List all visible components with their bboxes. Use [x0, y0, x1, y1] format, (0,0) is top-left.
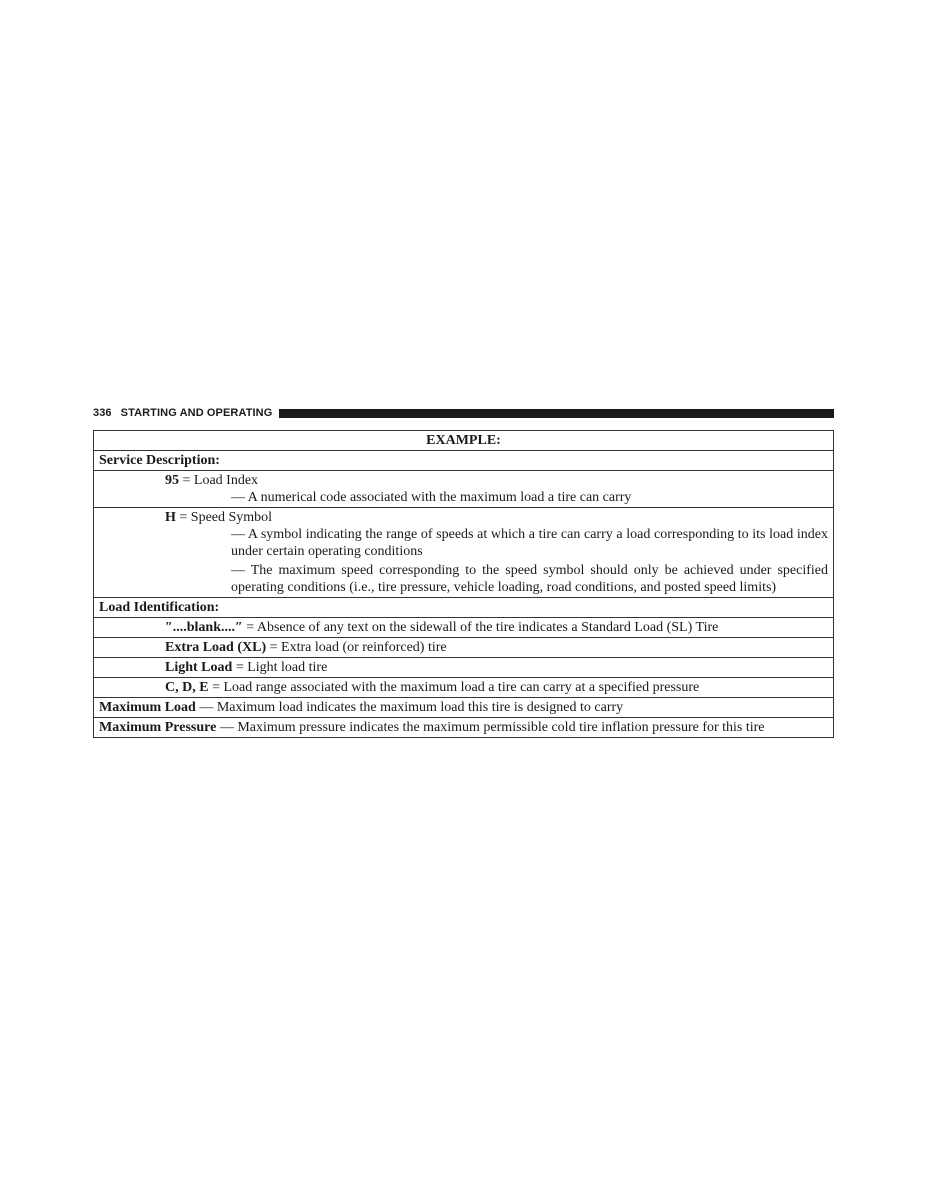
load-index-line: [99, 472, 828, 489]
maximum-load-description: — Maximum load indicates the maximum load this tire is designed to carry: [195, 700, 624, 715]
load-range-code: C, D, E: [165, 680, 209, 695]
load-range-line: [99, 679, 828, 696]
table-row: [94, 618, 834, 638]
table-row: [94, 698, 834, 718]
load-identification-heading: Load Identification:: [94, 598, 834, 618]
extra-load-cell: [94, 638, 834, 658]
blank-load-code: ″....blank....″: [165, 620, 243, 635]
light-load-code: Light Load: [165, 660, 233, 675]
table-row: [94, 508, 834, 598]
speed-symbol-line: [99, 509, 828, 526]
table-row: [94, 451, 834, 471]
table-row: [94, 431, 834, 451]
maximum-pressure-description: — Maximum pressure indicates the maximum permissible cold tire inflation pressure for this tire: [216, 720, 765, 735]
table-row: [94, 471, 834, 508]
tire-service-description-table: [93, 430, 834, 738]
extra-load-description: = Extra load (or reinforced) tire: [266, 640, 447, 655]
table-row: [94, 678, 834, 698]
load-index-cell: [94, 471, 834, 508]
example-heading: EXAMPLE:: [94, 431, 834, 451]
maximum-pressure-cell: [94, 718, 834, 738]
table-row: [94, 718, 834, 738]
table-row: [94, 638, 834, 658]
load-index-label: = Load Index: [179, 473, 259, 488]
blank-load-line: [99, 619, 828, 636]
extra-load-line: [99, 639, 828, 656]
section-title: STARTING AND OPERATING: [120, 407, 273, 419]
page-number: 336: [93, 407, 112, 419]
table-row: [94, 658, 834, 678]
load-index-code: 95: [165, 473, 179, 488]
speed-symbol-description-2: — The maximum speed corresponding to the speed symbol should only be achieved under specified operating conditions (i.e., tire pressure, vehicle loading, road conditions, and posted speed limits): [231, 563, 828, 595]
extra-load-code: Extra Load (XL): [165, 640, 267, 655]
speed-symbol-cell: [94, 508, 834, 598]
light-load-line: [99, 659, 828, 676]
blank-load-description: = Absence of any text on the sidewall of the tire indicates a Standard Load (SL) Tire: [242, 620, 719, 635]
load-range-description: = Load range associated with the maximum load a tire can carry at a specified pressure: [208, 680, 700, 695]
maximum-load-cell: [94, 698, 834, 718]
load-range-cell: [94, 678, 834, 698]
blank-load-cell: [94, 618, 834, 638]
service-description-heading: Service Description:: [94, 451, 834, 471]
page-header: [93, 405, 834, 421]
table-row: [94, 598, 834, 618]
speed-symbol-code: H: [165, 510, 176, 525]
load-index-description: — A numerical code associated with the maximum load a tire can carry: [231, 490, 632, 505]
maximum-load-term: Maximum Load: [99, 700, 196, 715]
header-rule-bar: [279, 409, 834, 418]
maximum-pressure-term: Maximum Pressure: [99, 720, 217, 735]
light-load-description: = Light load tire: [232, 660, 328, 675]
speed-symbol-description-1: — A symbol indicating the range of speeds at which a tire can carry a load corresponding to its load index under certain operating conditions: [231, 527, 828, 559]
speed-symbol-label: = Speed Symbol: [175, 510, 273, 525]
light-load-cell: [94, 658, 834, 678]
